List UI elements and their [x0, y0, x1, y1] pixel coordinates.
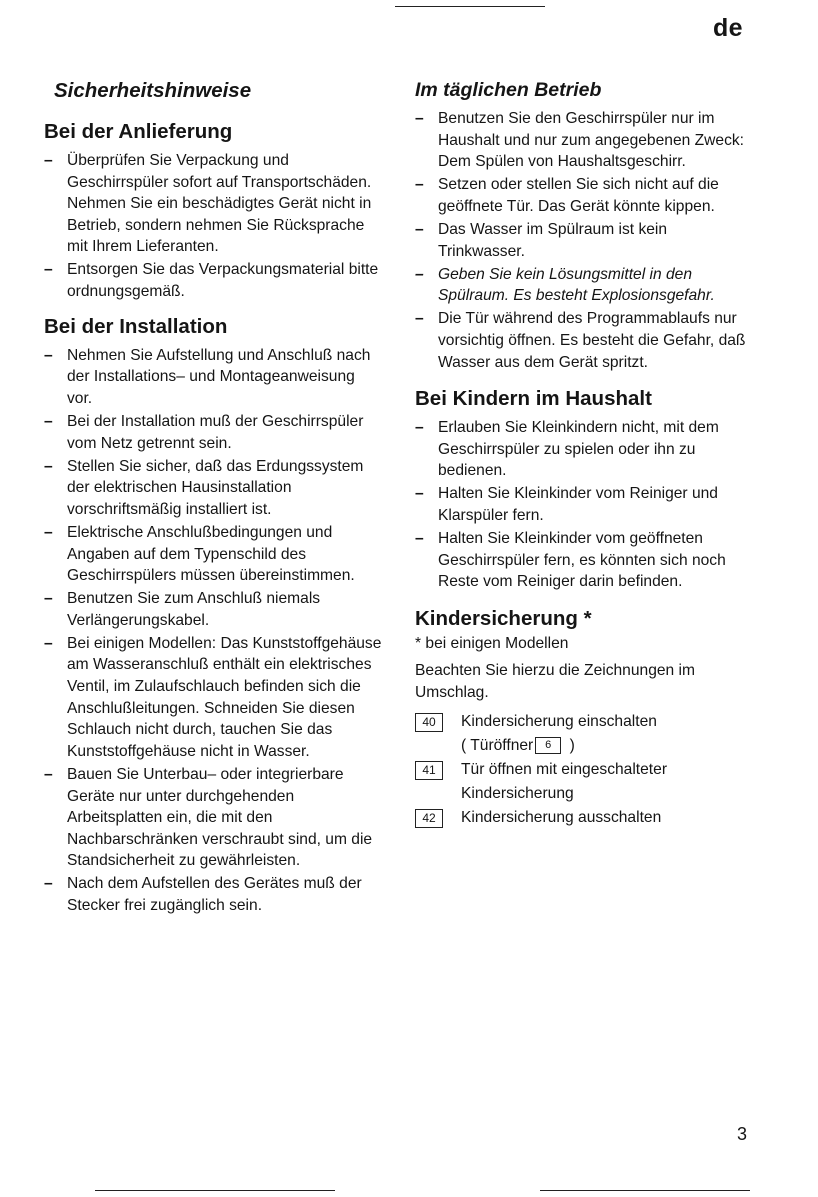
list-item: – Bei einigen Modellen: Das Kunststoffgehäuse am Wasseranschluß enthält ein elektrisches Ventil, im Zulaufschlauch befinden sich die Anschlußleitungen. Schneiden Sie diesen Schlauch nicht durch, tauchen Sie das Kunststoffgehäuse nicht in Wasser.: [44, 633, 384, 763]
section-title-kinder: Bei Kindern im Haushalt: [415, 387, 652, 411]
list-kinder: [415, 417, 755, 593]
left-column: [44, 76, 384, 918]
list-anlieferung: [44, 150, 384, 303]
top-rule: [395, 6, 545, 7]
door-opener-label: ( Türöffner: [461, 736, 534, 754]
list-item: – Überprüfen Sie Verpackung und Geschirrspüler sofort auf Transportschäden. Nehmen Sie ein beschädigtes Gerät nicht in Betrieb, sondern nehmen Sie Rücksprache mit Ihrem Lieferanten.: [44, 150, 384, 258]
reference-row: [415, 758, 755, 782]
footnote: * bei einigen Modellen: [415, 634, 569, 652]
list-item: – Benutzen Sie den Geschirrspüler nur im Haushalt und nur zum angegebenen Zweck: Dem Spülen von Haushaltsgeschirr.: [415, 108, 755, 173]
figure-ref-box: 40: [415, 713, 443, 732]
list-item: – Die Tür während des Programmablaufs nur vorsichtig öffnen. Es besteht die Gefahr, daß Wasser aus dem Gerät spritzt.: [415, 308, 755, 373]
list-item: – Benutzen Sie zum Anschluß niemals Verlängerungskabel.: [44, 588, 384, 631]
list-item: – Erlauben Sie Kleinkindern nicht, mit dem Geschirrspüler zu spielen oder ihn zu bedienen.: [415, 417, 755, 482]
reference-subline: [415, 734, 755, 758]
main-title: Sicherheitshinweise: [54, 79, 252, 102]
reference-continuation: Kindersicherung: [461, 784, 574, 802]
list-item: – Elektrische Anschlußbedingungen und Angaben auf dem Typenschild des Geschirrspülers müssen übereinstimmen.: [44, 522, 384, 587]
list-item: – Halten Sie Kleinkinder vom geöffneten Geschirrspüler fern, es könnten sich noch Reste vom Reiniger darin befinden.: [415, 528, 755, 593]
reference-row: [415, 806, 755, 830]
list-betrieb: [415, 108, 755, 373]
reference-list: [415, 710, 755, 830]
section-title-installation: Bei der Installation: [44, 314, 228, 338]
right-column: [415, 76, 755, 830]
list-item: – Entsorgen Sie das Verpackungsmaterial bitte ordnungsgemäß.: [44, 259, 384, 302]
list-item: – Nehmen Sie Aufstellung und Anschluß nach der Installations– und Montageanweisung vor.: [44, 345, 384, 410]
reference-row: [415, 710, 755, 734]
bottom-rule-right: [540, 1190, 750, 1191]
figure-ref-box: 42: [415, 809, 443, 828]
list-item: – Nach dem Aufstellen des Gerätes muß der Stecker frei zugänglich sein.: [44, 873, 384, 916]
door-opener-close: ): [565, 736, 575, 754]
list-item: – Bauen Sie Unterbau– oder integrierbare Geräte nur unter durchgehenden Arbeitsplatten ein, die mit den Nachbarschränken verschraubt sind, um die Standsicherheit zu gewährleisten.: [44, 764, 384, 872]
list-item: – Setzen oder stellen Sie sich nicht auf die geöffnete Tür. Das Gerät könnte kippen.: [415, 174, 755, 217]
figure-ref-box: 41: [415, 761, 443, 780]
section-title-anlieferung: Bei der Anlieferung: [44, 120, 233, 143]
list-installation: [44, 345, 384, 917]
note-text: Beachten Sie hierzu die Zeichnungen im Umschlag.: [415, 662, 695, 702]
reference-text: Kindersicherung einschalten: [461, 712, 657, 730]
list-item: – Bei der Installation muß der Geschirrspüler vom Netz getrennt sein.: [44, 411, 384, 454]
language-code: de: [713, 14, 743, 42]
page-number: 3: [737, 1124, 748, 1144]
list-item: – Geben Sie kein Lösungsmittel in den Spülraum. Es besteht Explosionsgefahr.: [415, 264, 755, 307]
section-title-kindersicherung: Kindersicherung *: [415, 606, 592, 630]
list-item: – Stellen Sie sicher, daß das Erdungssystem der elektrischen Hausinstallation vorschriftsmäßig installiert ist.: [44, 456, 384, 521]
reference-text: Tür öffnen mit eingeschalteter: [461, 760, 668, 778]
section-title-betrieb: Im täglichen Betrieb: [415, 79, 602, 101]
bottom-rule-left: [95, 1190, 335, 1191]
list-item: – Das Wasser im Spülraum ist kein Trinkwasser.: [415, 219, 755, 262]
figure-ref-box: 6: [535, 737, 561, 754]
reference-text: Kindersicherung ausschalten: [461, 808, 662, 826]
list-item: – Halten Sie Kleinkinder vom Reiniger und Klarspüler fern.: [415, 483, 755, 526]
